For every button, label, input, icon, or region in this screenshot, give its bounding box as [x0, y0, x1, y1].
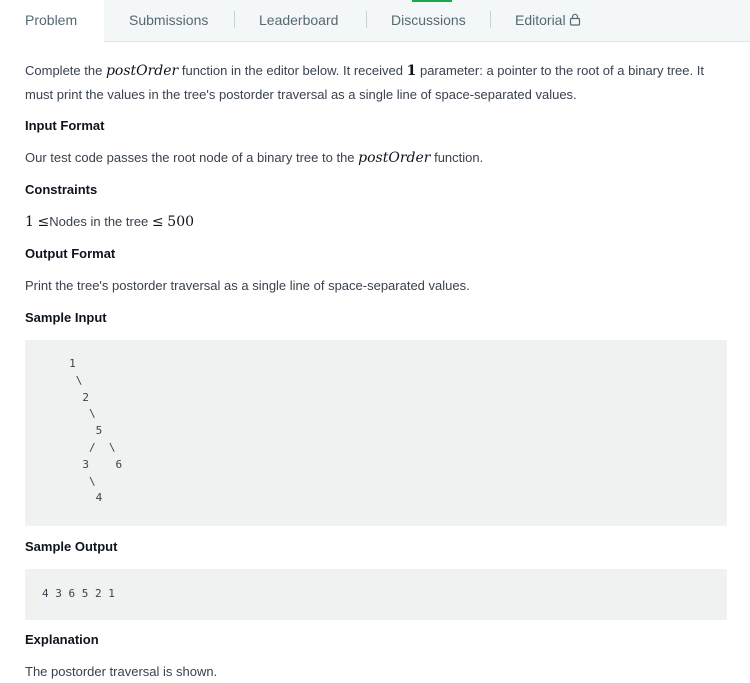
sample-output-code: 4 3 6 5 2 1 — [42, 587, 115, 600]
constraints-heading: Constraints — [25, 182, 98, 197]
intro-text: parameter: a pointer to the root of a binary tree. It must print the values in the tree's postorder traversal as a single line of space-separated values. — [25, 63, 704, 102]
function-name: postOrder — [105, 63, 179, 79]
function-name: postOrder — [358, 150, 431, 166]
explanation-heading: Explanation — [25, 632, 99, 647]
tab-submissions[interactable]: Submissions — [129, 12, 209, 28]
tab-discussions[interactable]: Discussions — [391, 12, 466, 28]
lock-icon — [569, 1, 581, 42]
tab-divider — [490, 11, 491, 28]
intro-text: function in the editor below. It received — [178, 63, 407, 78]
input-format-part: Our test code passes the root node of a binary tree to the — [25, 150, 359, 165]
tab-editorial-label: Editorial — [515, 12, 566, 28]
sample-input-heading: Sample Input — [25, 310, 107, 325]
constraint-lower: 1 — [25, 214, 34, 230]
intro-paragraph — [25, 59, 727, 106]
sample-input-code: 1 \ 2 \ 5 / \ 3 6 \ 4 — [69, 357, 123, 505]
explanation-text: The postorder traversal is shown. — [25, 664, 218, 679]
tab-divider — [234, 11, 235, 28]
tab-divider — [366, 11, 367, 28]
input-format-text — [25, 146, 727, 170]
constraints-text — [25, 210, 727, 234]
sample-input-block — [25, 340, 727, 526]
constraint-label: Nodes in the tree — [49, 214, 149, 229]
tab-problem[interactable]: Problem — [0, 0, 104, 42]
tab-leaderboard[interactable]: Leaderboard — [259, 12, 339, 28]
leq-symbol: ≤ — [151, 214, 164, 230]
sample-output-heading: Sample Output — [25, 539, 118, 554]
tab-bar — [0, 0, 750, 42]
constraint-upper: 500 — [167, 214, 195, 230]
tab-editorial[interactable] — [515, 0, 581, 41]
input-format-heading: Input Format — [25, 118, 105, 133]
intro-text: Complete the — [25, 63, 106, 78]
sample-output-block — [25, 569, 727, 620]
leq-symbol: ≤ — [37, 214, 50, 230]
output-format-heading: Output Format — [25, 246, 116, 261]
parameter-count: 1 — [406, 63, 417, 79]
input-format-part: function. — [430, 150, 484, 165]
output-format-text: Print the tree's postorder traversal as a single line of space-separated values. — [25, 278, 470, 293]
